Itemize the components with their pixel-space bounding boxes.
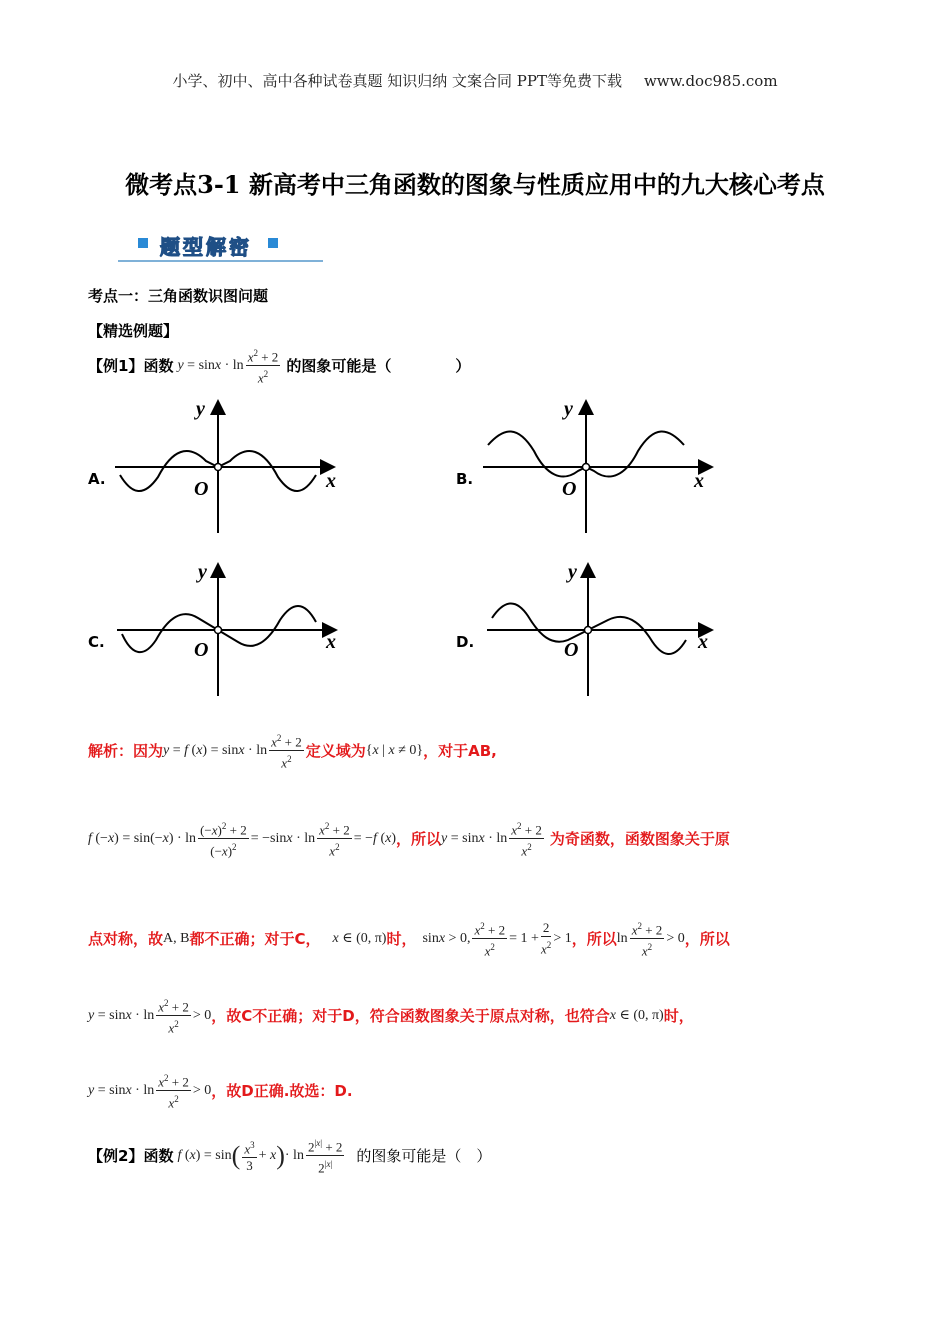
solution-line-4 xyxy=(88,995,694,1037)
section-heading: 考点一：三角函数识图问题 xyxy=(88,287,269,305)
formula: x ∈ (0, π) xyxy=(609,1008,664,1024)
origin-label: O xyxy=(564,639,579,661)
formula: > 1 xyxy=(553,930,572,946)
solution-text: ，故D正确.故选：D. xyxy=(211,1082,353,1101)
formula: ( xyxy=(231,1140,241,1170)
header-url[interactable]: www.doc985.com xyxy=(643,72,778,90)
banner-underline xyxy=(118,260,323,262)
fraction: $\frac{x^3}{3}$ xyxy=(242,1137,256,1174)
example-2 xyxy=(88,1135,491,1177)
graph-option-b[interactable] xyxy=(478,395,718,535)
formula: + x xyxy=(258,1147,277,1163)
fraction: $\frac{x^2 + 2}{x^2}$ xyxy=(156,995,191,1037)
formula: {x | x ≠ 0} xyxy=(365,742,424,758)
formula: y = sinx · ln xyxy=(88,1082,155,1098)
page-title: 微考点3-1 新高考中三角函数的图象与性质应用中的九大核心考点 xyxy=(125,170,825,199)
fraction: $\frac{x^2 + 2}{x^2}$ xyxy=(269,730,304,772)
solution-text: 时， xyxy=(386,930,417,949)
examples-heading: 【精选例题】 xyxy=(88,322,179,340)
example-1-close: ） xyxy=(455,357,471,376)
option-a-label[interactable]: A. xyxy=(88,470,106,488)
option-d-label[interactable]: D. xyxy=(456,633,475,651)
solution-text: 解析：因为 xyxy=(88,742,164,761)
fraction: $\frac{x^2 + 2}{x^2}$ xyxy=(317,818,352,860)
solution-text: 都不正确；对于C， xyxy=(189,930,321,949)
solution-text: ，所以 xyxy=(571,930,617,949)
formula: x ∈ (0, π) xyxy=(332,931,387,947)
origin-label: O xyxy=(194,639,209,661)
solution-text: 为奇函数，函数图象关于原 xyxy=(549,830,730,849)
formula: ln xyxy=(616,930,628,946)
example-1-label: 【例1】 xyxy=(88,357,144,376)
solution-line-1 xyxy=(88,730,497,772)
open-point xyxy=(215,627,222,634)
graph-option-d[interactable] xyxy=(482,558,718,698)
fraction: $\frac{2^{|x|} + 2}{2^{|x|}}$ xyxy=(306,1135,344,1177)
origin-label: O xyxy=(562,478,577,500)
example-1 xyxy=(88,345,470,387)
formula: = −sinx · ln xyxy=(250,830,316,846)
solution-text: 定义域为 xyxy=(305,742,366,761)
x-label: x xyxy=(326,470,336,492)
banner-square-icon xyxy=(268,238,278,248)
graph-option-a[interactable] xyxy=(110,395,340,535)
origin-label: O xyxy=(194,478,209,500)
fraction: $\frac{x^2 + 2}{x^2}$ xyxy=(630,918,665,960)
solution-text: ，故C不正确；对于D，符合函数图象关于原点对称，也符合 xyxy=(211,1007,610,1026)
option-c-label[interactable]: C. xyxy=(88,633,105,651)
example-2-pre: 函数 xyxy=(143,1147,174,1166)
solution-text: 点对称，故 xyxy=(88,930,164,949)
formula: y = sinx · ln xyxy=(177,357,244,373)
formula: = −f (x) xyxy=(353,830,396,846)
option-b-label[interactable]: B. xyxy=(456,470,474,488)
solution-line-5 xyxy=(88,1070,353,1112)
fraction: $\frac{2}{x^2}$ xyxy=(540,920,552,957)
solution-text: ，对于AB, xyxy=(423,742,497,761)
banner-text: 题型解密 xyxy=(160,235,252,259)
example-2-label: 【例2】 xyxy=(88,1147,144,1166)
graph-option-c[interactable] xyxy=(112,558,342,698)
fraction: $\frac{(-x)^2 + 2}{(-x)^2}$ xyxy=(198,818,249,860)
y-label: y xyxy=(568,561,577,583)
solution-line-3 xyxy=(88,918,730,960)
formula: sinx > 0, xyxy=(422,930,471,946)
page-header xyxy=(0,70,950,91)
x-label: x xyxy=(694,470,704,492)
formula: > 0 xyxy=(192,1007,212,1023)
header-text: 小学、初中、高中各种试卷真题 知识归纳 文案合同 PPT等免费下载 xyxy=(172,72,622,90)
formula: y = sinx · ln xyxy=(88,1007,155,1023)
formula: f (x) = sin xyxy=(177,1147,232,1163)
formula: f (−x) = sin(−x) · ln xyxy=(88,830,197,846)
formula: = 1 + xyxy=(509,930,539,946)
fraction: $\frac{x^2 + 2}{x^2}$ xyxy=(472,918,507,960)
example-1-pre: 函数 xyxy=(143,357,174,376)
open-point xyxy=(215,464,222,471)
banner-square-icon xyxy=(138,238,148,248)
solution-text: 时， xyxy=(663,1007,694,1026)
formula: > 0 xyxy=(192,1082,212,1098)
fraction: $\frac{x^2 + 2}{x^2}$ xyxy=(156,1070,191,1112)
section-banner xyxy=(118,228,323,262)
x-label: x xyxy=(326,631,336,653)
solution-line-2 xyxy=(88,818,730,860)
formula: y = f (x) = sinx · ln xyxy=(163,742,268,758)
y-label: y xyxy=(198,561,207,583)
formula: A, B xyxy=(163,930,190,946)
example-2-post: 的图象可能是（ ） xyxy=(356,1147,492,1166)
solution-text: ，所以 xyxy=(684,930,730,949)
example-1-post: 的图象可能是（ xyxy=(286,357,392,376)
fraction: $\frac{x^2 + 2}{x^2}$ xyxy=(246,345,281,387)
formula: · ln xyxy=(284,1147,304,1163)
formula: > 0 xyxy=(666,930,685,946)
open-point xyxy=(585,627,592,634)
x-label: x xyxy=(698,631,708,653)
y-label: y xyxy=(196,398,205,420)
formula: ) xyxy=(276,1140,285,1170)
solution-text: ，所以 xyxy=(396,830,442,849)
y-label: y xyxy=(564,398,573,420)
open-point xyxy=(583,464,590,471)
fraction: $\frac{x^2 + 2}{x^2}$ xyxy=(509,818,544,860)
formula: y = sinx · ln xyxy=(441,830,508,846)
